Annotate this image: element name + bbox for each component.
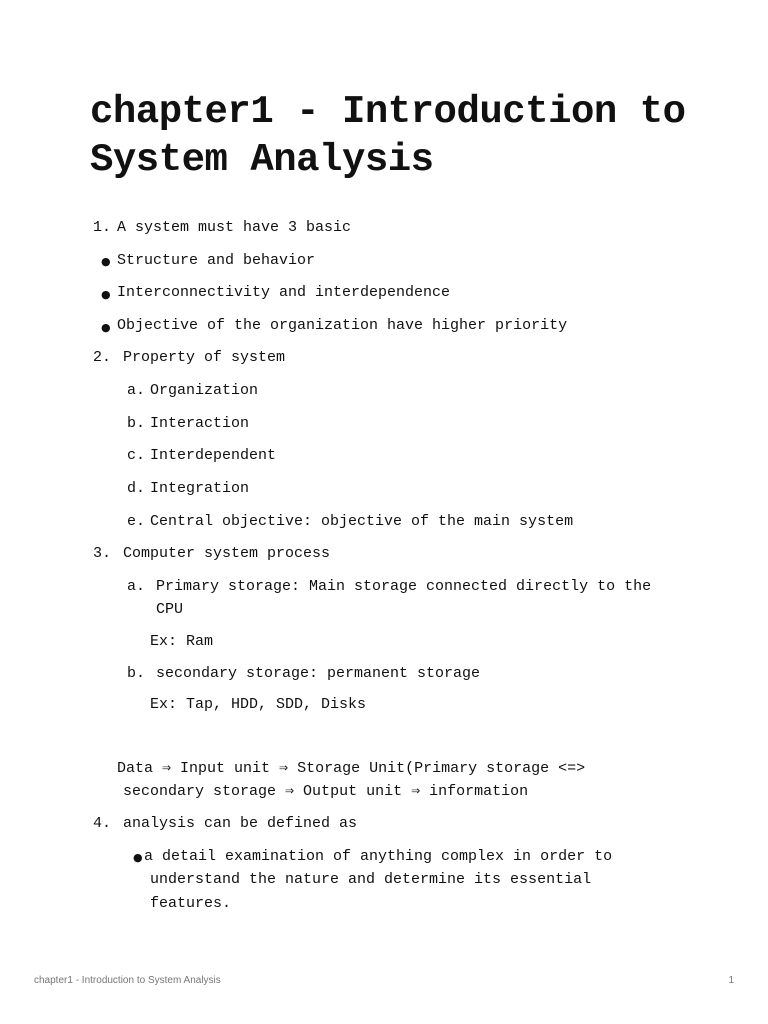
- sub-item-interdependent: Interdependent: [150, 447, 277, 464]
- bullet-item-objective: Objective of the organization have higher priority: [117, 317, 568, 334]
- sub-marker-e: e.: [127, 513, 146, 530]
- sub-marker-a: a.: [127, 382, 146, 399]
- list-marker-2: 2.: [93, 349, 112, 366]
- bullet-item-interconnectivity: Interconnectivity and interdependence: [117, 284, 451, 301]
- secondary-storage-item: secondary storage: permanent storage: [156, 665, 481, 682]
- sub-item-organization: Organization: [150, 382, 259, 399]
- sub-marker-a: a.: [127, 578, 146, 595]
- primary-storage-line1: Primary storage: Main storage connected directly to the: [156, 578, 652, 595]
- sub-marker-b: b.: [127, 415, 146, 432]
- list-item-1: A system must have 3 basic: [117, 219, 352, 236]
- list-item-2: Property of system: [123, 349, 286, 366]
- bullet-icon: ●: [101, 288, 111, 301]
- bullet-icon: ●: [101, 255, 111, 268]
- list-item-3: Computer system process: [123, 545, 331, 562]
- list-item-4: analysis can be defined as: [123, 815, 358, 832]
- list-marker-3: 3.: [93, 545, 112, 562]
- analysis-definition-line3: features.: [150, 895, 232, 912]
- page-number: 1: [728, 975, 734, 986]
- primary-storage-example: Ex: Ram: [150, 633, 214, 650]
- page-title: chapter1 - Introduction to System Analysis: [90, 90, 686, 182]
- list-marker-4: 4.: [93, 815, 112, 832]
- footer-title: chapter1 - Introduction to System Analysis: [34, 975, 221, 986]
- analysis-definition-line2: understand the nature and determine its essential: [150, 871, 592, 888]
- sub-marker-d: d.: [127, 480, 146, 497]
- sub-marker-c: c.: [127, 447, 146, 464]
- sub-item-integration: Integration: [150, 480, 250, 497]
- analysis-definition-line1: a detail examination of anything complex in order to: [144, 848, 613, 865]
- bullet-item-structure: Structure and behavior: [117, 252, 316, 269]
- sub-marker-b: b.: [127, 665, 146, 682]
- sub-item-interaction: Interaction: [150, 415, 250, 432]
- sub-item-central-objective: Central objective: objective of the main system: [150, 513, 574, 530]
- data-flow-line1: Data ⇒ Input unit ⇒ Storage Unit(Primary storage <=>: [117, 760, 586, 777]
- secondary-storage-example: Ex: Tap, HDD, SDD, Disks: [150, 696, 367, 713]
- data-flow-line2: secondary storage ⇒ Output unit ⇒ information: [123, 783, 529, 800]
- bullet-icon: ●: [133, 851, 143, 864]
- primary-storage-line2: CPU: [156, 601, 184, 618]
- bullet-icon: ●: [101, 321, 111, 334]
- list-marker-1: 1.: [93, 219, 112, 236]
